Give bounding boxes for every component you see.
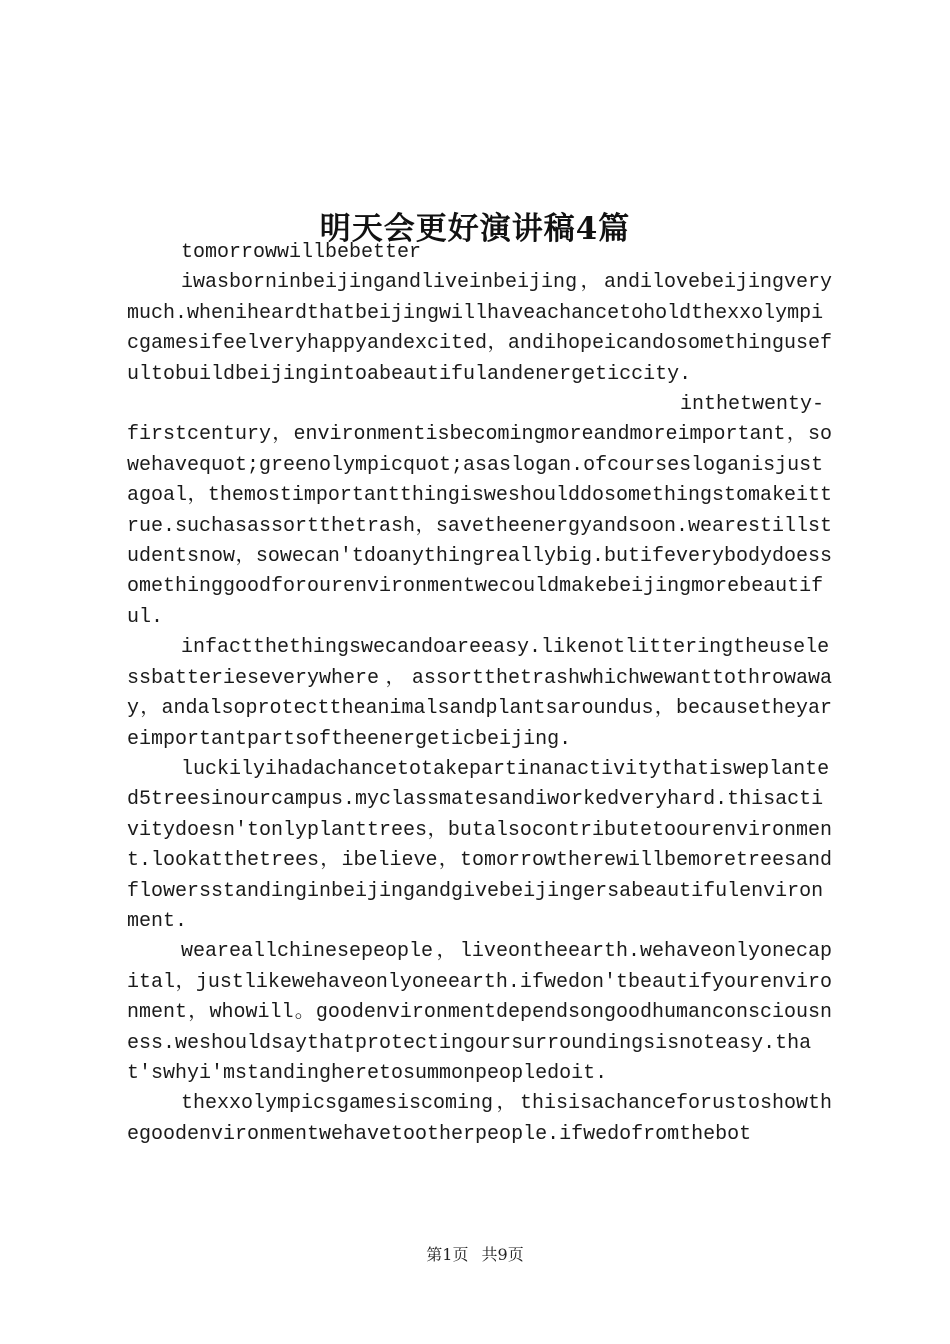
page-number: 第1页: [426, 1245, 469, 1264]
document-body: [127, 238, 832, 1150]
paragraph-6: thexxolympicsgamesiscoming，thisisachanceforustoshowthegoodenvironmentwehavetootherpeople.ifwedofromthebot: [127, 1092, 832, 1146]
page-title: 明天会更好演讲稿4篇: [319, 210, 631, 247]
page-total: 共9页: [481, 1245, 524, 1264]
paragraph-2: inthetwenty-firstcentury，environmentisbecomingmoreandmoreimportant，sowehavequot;greenolympicquot;asaslogan.ofcoursesloganisjustagoal，themostimportantthingisweshoulddosomethingstomakeittrue.suchasassortthetrash，savetheenergyandsoon.wearestillstudentsnow，sowecan'tdoanythingreallybig.butifeverybodydoessomethinggoodforourenvironmentwecouldmakebeijingmorebeautiful.: [127, 393, 832, 629]
paragraph-4: luckilyihadachancetotakepartinanactivitythatisweplanted5treesinourcampus.myclassmatesandiworkedveryhard.thisactivitydoesn'tonlyplanttrees，butalsocontributetoourenvironment.lookatthetrees，ibelieve，tomorrowtherewillbemoretreesandflowersstandinginbeijingandgivebeijingersabeautifulenvironment.: [127, 757, 832, 933]
paragraph-5: weareallchinesepeople，liveontheearth.wehaveonlyonecapital，justlikewehaveonlyoneearth.ifwedon'tbeautifyourenvironment，whowill。goodenvironmentdependsongoodhumanconsciousness.weshouldsaythatprotectingoursurroundingsisnoteasy.that'swhyi'mstandingheretosummonpeopledoit.: [127, 940, 832, 1085]
page-footer: [0, 1244, 950, 1266]
paragraph-3: infactthethingswecandoareeasy.likenotlitteringtheuselessbatterieseverywhere，assortthetrashwhichwewanttothrowaway，andalsoprotecttheanimalsandplantsaroundus，becausetheyareimportantpartsoftheenergeticbeijing.: [127, 636, 832, 751]
paragraph-1: iwasborninbeijingandliveinbeijing，andilovebeijingverymuch.wheniheardthatbeijingwillhaveachancetoholdthexxolympicgamesifeelveryhappyandexcited，andihopeicandosomethingusefultobuildbeijingintoabeautifulandenergeticcity.: [127, 271, 832, 386]
paragraph-subtitle: tomorrowwillbebetter: [181, 241, 422, 264]
